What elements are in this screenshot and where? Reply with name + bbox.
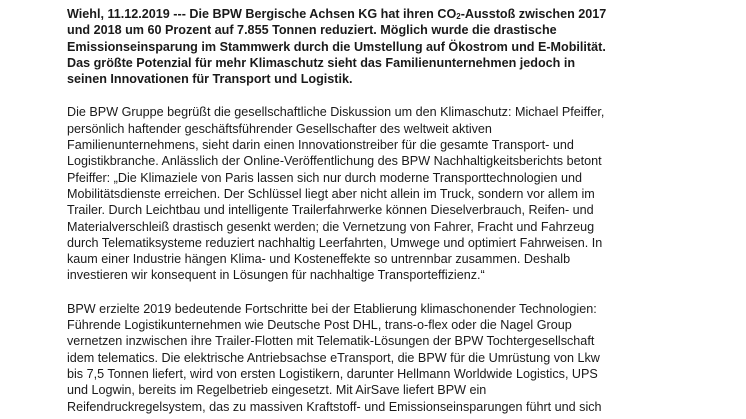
lead-line: Emissionseinsparung im Stammwerk durch die Umstellung auf Ökostrom und E-Mobilität. (67, 39, 606, 54)
paragraph-line: und Logwin, bereits im Regelbetrieb eingesetzt. Mit AirSave liefert BPW ein (67, 383, 487, 398)
paragraph-line: Führende Logistikunternehmen wie Deutsche Post DHL, trans-o-flex oder die Nagel Group (67, 318, 572, 333)
lead-line: und 2018 um 60 Prozent auf 7.855 Tonnen reduziert. Möglich wurde die drastische (67, 23, 557, 38)
co2-subscript: 2 (456, 12, 461, 21)
paragraph-line: idem telematics. Die elektrische Antriebsachse eTransport, die BPW für die Umrüstung von Lkw (67, 350, 600, 365)
paragraph-line: Materialverschleiß drastisch gesenkt werden; die Vernetzung von Fahrer, Fracht und Fahrzeug (67, 219, 595, 234)
paragraph-line: Die BPW Gruppe begrüßt die gesellschaftliche Diskussion um den Klimaschutz: Michael Pfeiffer, (67, 105, 605, 120)
lead-line: Wiehl, 11.12.2019 --- Die BPW Bergische Achsen KG hat ihren $CO_2$-Ausstoß zwischen 2017 (67, 7, 607, 21)
paragraph-line: bis 7,5 Tonnen liefert, wird von ersten Logistikern, darunter Hellmann Worldwide Logistics, UPS (67, 366, 598, 381)
paragraph-line: kaum einer Industrie hängen Klima- und Kosteneffekte so untrennbar zusammen. Deshalb (67, 252, 571, 267)
paragraph-line: persönlich haftender geschäftsführender Gesellschafter des weltweit aktiven (67, 121, 492, 136)
paragraph-line: Pfeiffer: „Die Klimaziele von Paris lassen sich nur durch moderne Transporttechnologien und (67, 170, 582, 185)
paragraph-line: Trailer. Durch Leichtbau und intelligente Trailerfahrwerke können Dieselverbrauch, Reifen- und (67, 203, 594, 218)
body-paragraph-quote (67, 104, 739, 283)
lead-line: seinen Innovationen für Transport und Logistik. (67, 72, 353, 87)
document-page (67, 6, 739, 415)
paragraph-line: Logistikbranche. Anlässlich der Online-Veröffentlichung des BPW Nachhaltigkeitsberichts betont (67, 154, 602, 169)
lead-line: Das größte Potenzial für mehr Klimaschutz sieht das Familienunternehmen jedoch in (67, 55, 576, 70)
paragraph-line: Familienunternehmens, sieht darin einen Innovationstreiber für die gesamte Transport- und (67, 138, 574, 153)
paragraph-line: durch Telematiksysteme reduziert nachhaltig Leerfahrten, Umwege und optimiert Fahrweisen. In (67, 235, 603, 250)
paragraph-line: vernetzen inzwischen ihre Trailer-Flotten mit Telematik-Lösungen der BPW Tochtergesellschaft (67, 334, 595, 349)
paragraph-line: BPW erzielte 2019 bedeutende Fortschritte bei der Etablierung klimaschonender Technologien: (67, 301, 597, 316)
body-paragraph-progress (67, 301, 739, 415)
paragraph-line: Reifendruckregelsystem, das zu massiven Kraftstoff- und Emissionseinsparungen führt und sich (67, 399, 602, 414)
paragraph-line: Mobilitätsdienste erreichen. Der Schlüssel liegt aber nicht allein im Truck, sondern vor allem im (67, 186, 595, 201)
paragraph-line: investieren wir konsequent in Lösungen für nachhaltige Transporteffizienz.“ (67, 268, 485, 283)
lead-paragraph (67, 6, 739, 87)
